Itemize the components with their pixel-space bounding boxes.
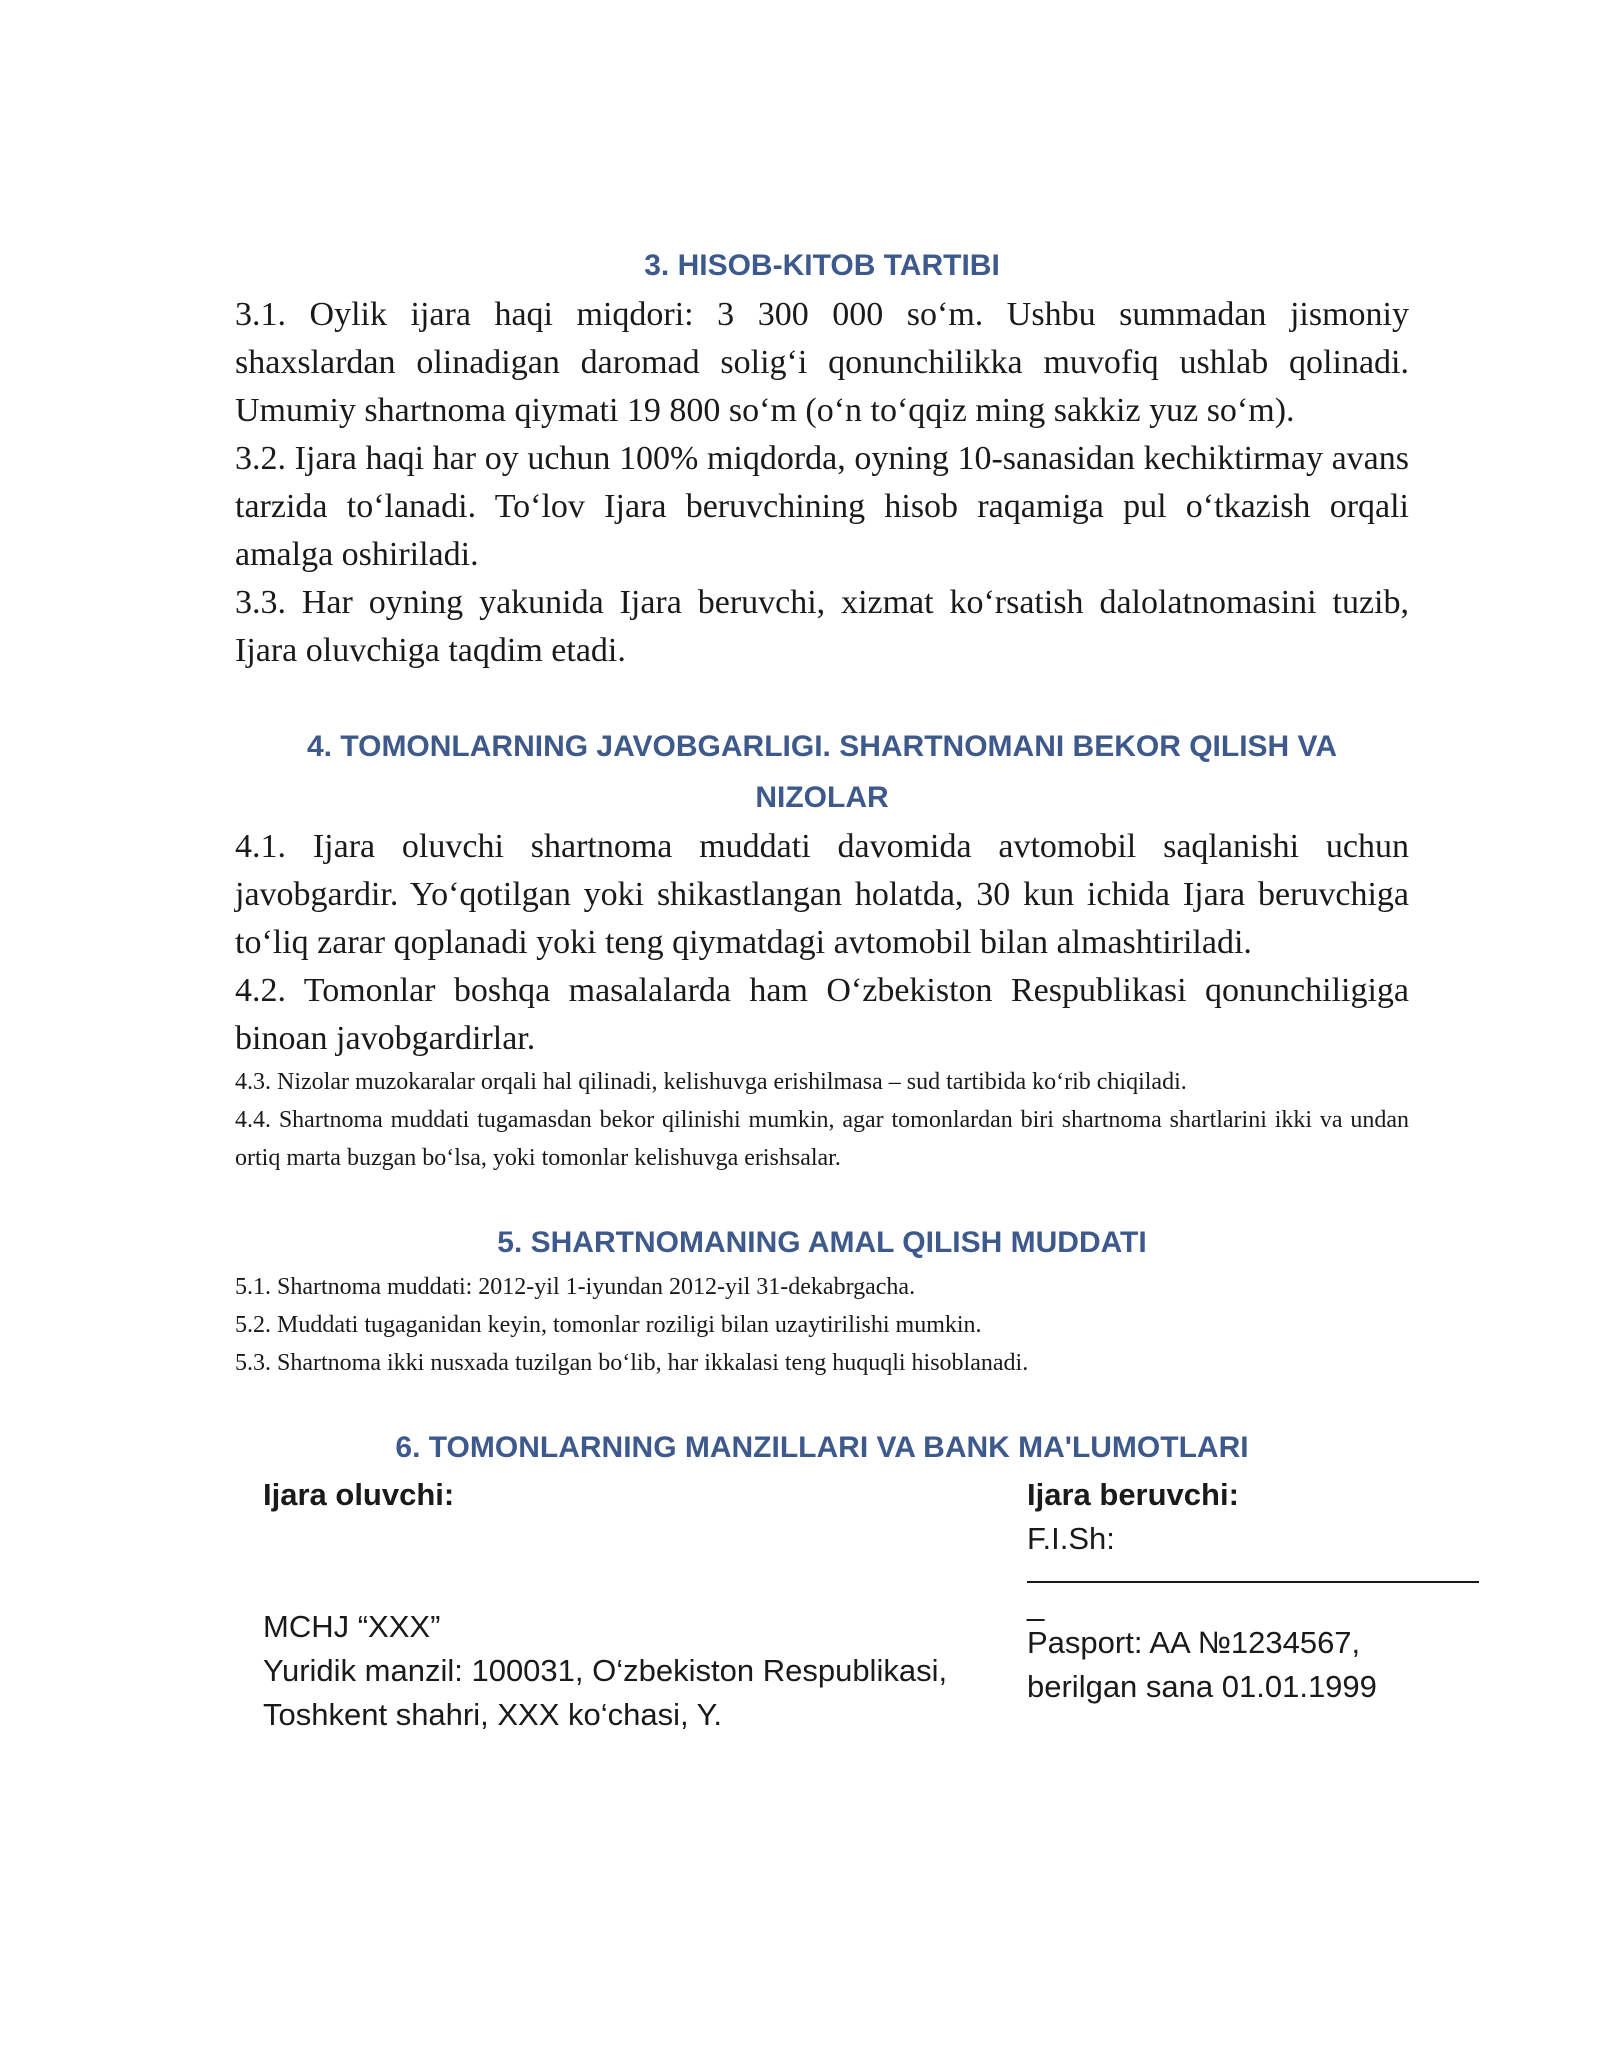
lessee-address-line1: Yuridik manzil: 100031, O‘zbekiston Respublikasi, xyxy=(263,1653,948,1688)
document-content xyxy=(235,240,1409,1793)
clause-4-4: 4.4. Shartnoma muddati tugamasdan bekor qilinishi mumkin, agar tomonlardan biri shartnoma shartlarini ikki va undan ortiq marta buzgan bo‘lsa, yoki tomonlar kelishuvga erishsalar. xyxy=(235,1107,1409,1171)
section-6-title: 6. TOMONLARNING MANZILLARI VA BANK MA'LUMOTLARI xyxy=(395,1431,1249,1464)
section-3-title: 3. HISOB-KITOB TARTIBI xyxy=(644,249,1000,282)
lessor-fish-label: F.I.Sh: xyxy=(1027,1521,1115,1556)
clause-4-3: 4.3. Nizolar muzokaralar orqali hal qilinadi, kelishuvga erishilmasa – sud tartibida ko‘rib chiqiladi. xyxy=(235,1069,1187,1095)
signature-line-tail: _ xyxy=(1027,1587,1045,1622)
lessee-company: MCHJ “XXX” xyxy=(263,1609,441,1644)
clause-4-1: 4.1. Ijara oluvchi shartnoma muddati davomida avtomobil saqlanishi uchun javobgardir. Yo‘qotilgan yoki shikastlangan holatda, 30 kun ichida Ijara beruvchiga to‘liq zarar qoplanadi yoki teng qiymatdagi avtomobil bilan almashtiriladi. xyxy=(235,828,1409,961)
lessor-label: Ijara beruvchi: xyxy=(1027,1477,1239,1512)
clause-3-3: 3.3. Har oyning yakunida Ijara beruvchi, xizmat ko‘rsatish dalolatnomasini tuzib, Ijara oluvchiga taqdim etadi. xyxy=(235,584,1409,669)
clause-3-1: 3.1. Oylik ijara haqi miqdori: 3 300 000 so‘m. Ushbu summadan jismoniy shaxslardan olinadigan daromad solig‘i qonunchilikka muvofiq ushlab qolinadi. Umumiy shartnoma qiymati 19 800 so‘m (o‘n to‘qqiz ming sakkiz yuz so‘m). xyxy=(235,296,1409,429)
section-4-title-line2: NIZOLAR xyxy=(755,781,889,814)
parties-block xyxy=(235,1473,1409,1793)
lessor-passport-issued: berilgan sana 01.01.1999 xyxy=(1027,1669,1377,1704)
clause-3-2: 3.2. Ijara haqi har oy uchun 100% miqdorda, oyning 10-sanasidan kechiktirmay avans tarzida to‘lanadi. To‘lov Ijara beruvchining hisob raqamiga pul o‘tkazish orqali amalga oshiriladi. xyxy=(235,440,1409,573)
lessee-block xyxy=(263,1473,983,1737)
section-4-title-line1: 4. TOMONLARNING JAVOBGARLIGI. SHARTNOMANI BEKOR QILISH VA xyxy=(306,730,1338,763)
section-4-title xyxy=(235,721,1409,823)
clause-4-2: 4.2. Tomonlar boshqa masalalarda ham O‘zbekiston Respublikasi qonunchiligiga binoan javobgardirlar. xyxy=(235,972,1409,1057)
lessor-passport: Pasport: AA №1234567, xyxy=(1027,1625,1361,1660)
signature-line xyxy=(1027,1561,1479,1583)
clause-5-3: 5.3. Shartnoma ikki nusxada tuzilgan bo‘lib, har ikkalasi teng huquqli hisoblanadi. xyxy=(235,1350,1029,1376)
section-5-title: 5. SHARTNOMANING AMAL QILISH MUDDATI xyxy=(497,1226,1147,1259)
clause-5-1: 5.1. Shartnoma muddati: 2012-yil 1-iyundan 2012-yil 31-dekabrgacha. xyxy=(235,1274,916,1300)
lessee-address-line2: Toshkent shahri, XXX ko‘chasi, Y. xyxy=(263,1697,722,1732)
lessee-label: Ijara oluvchi: xyxy=(263,1477,455,1512)
clause-5-2: 5.2. Muddati tugaganidan keyin, tomonlar roziligi bilan uzaytirilishi mumkin. xyxy=(235,1312,982,1338)
lessor-block xyxy=(1027,1473,1507,1709)
